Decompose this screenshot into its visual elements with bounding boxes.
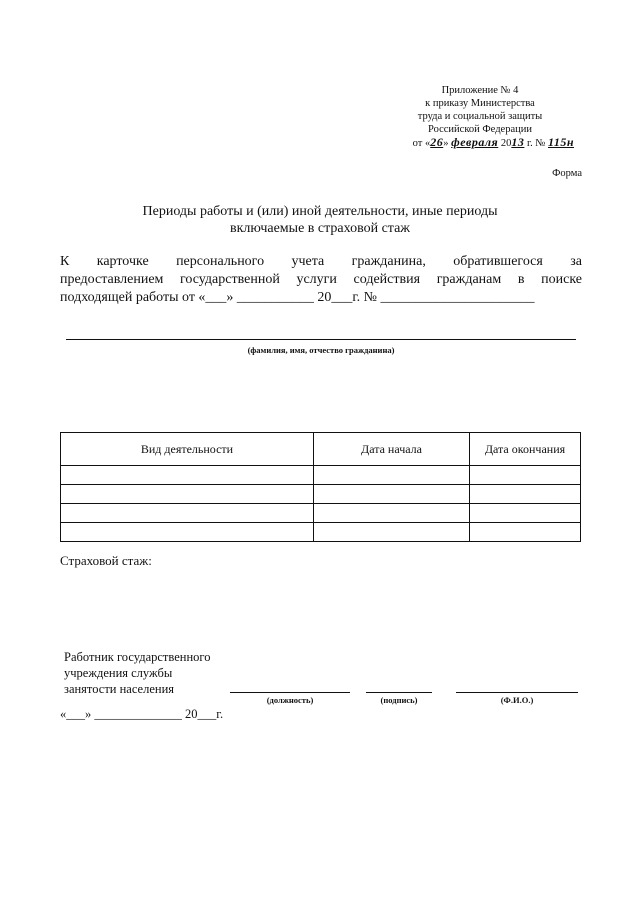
appendix-date-line: [380, 136, 580, 150]
header-end-date: Дата окончания: [470, 433, 581, 466]
year-prefix: 20: [500, 138, 512, 149]
date-month: февраля: [451, 135, 499, 149]
date-day: 26: [430, 135, 444, 149]
intro-line-2: предоставлением государственной услуги содействия гражданам в поиске: [60, 272, 582, 287]
insurance-period-label: Страховой стаж:: [60, 553, 152, 568]
form-label: Форма: [552, 168, 582, 179]
appendix-line-2: к приказу Министерства: [425, 98, 535, 109]
position-caption: (должность): [266, 695, 314, 705]
title-line-1: Периоды работы и (или) иной деятельности, иные периоды: [142, 204, 498, 219]
table-cell[interactable]: [470, 466, 581, 485]
fio-underline: [66, 339, 576, 340]
table-row: [61, 485, 581, 504]
worker-line-3: занятости населения: [64, 682, 175, 696]
table-cell[interactable]: [61, 466, 314, 485]
table-cell[interactable]: [470, 485, 581, 504]
name-line[interactable]: [456, 692, 578, 693]
signature-line[interactable]: [366, 692, 432, 693]
table-cell[interactable]: [314, 485, 470, 504]
bottom-date: «___» ______________ 20___г.: [60, 707, 224, 721]
table-cell[interactable]: [61, 485, 314, 504]
date-mid: »: [443, 138, 449, 149]
intro-paragraph: [60, 253, 582, 307]
table-cell[interactable]: [314, 466, 470, 485]
header-start-date: Дата начала: [314, 433, 470, 466]
number-prefix: г. №: [526, 138, 546, 149]
date-prefix: от «: [412, 138, 431, 149]
document-title: [60, 203, 580, 237]
appendix-line-1: Приложение № 4: [441, 85, 519, 96]
table-row: [61, 466, 581, 485]
table-cell[interactable]: [314, 504, 470, 523]
table-row: [61, 523, 581, 542]
periods-table: [60, 432, 581, 542]
worker-line-1: Работник государственного: [64, 650, 211, 664]
order-number: 115н: [548, 135, 574, 149]
fio-caption: (фамилия, имя, отчество гражданина): [247, 345, 395, 355]
title-line-2: включаемые в страховой стаж: [230, 221, 410, 236]
table-cell[interactable]: [314, 523, 470, 542]
name-caption: (Ф.И.О.): [500, 695, 534, 705]
table-header-row: [61, 433, 581, 466]
year-suffix: 13: [511, 135, 525, 149]
intro-line-1: К карточке персонального учета гражданина, обратившегося за: [60, 254, 582, 269]
worker-line-2: учреждения службы: [64, 666, 173, 680]
intro-line-3: подходящей работы от «___» ___________ 20___г. № ______________________: [60, 290, 535, 305]
appendix-header: [380, 84, 580, 150]
appendix-line-4: Российской Федерации: [428, 124, 532, 135]
signature-caption: (подпись): [380, 695, 418, 705]
header-activity: Вид деятельности: [61, 433, 314, 466]
table-cell[interactable]: [61, 523, 314, 542]
appendix-line-3: труда и социальной защиты: [417, 111, 543, 122]
worker-block: [64, 649, 210, 697]
table-cell[interactable]: [61, 504, 314, 523]
table-cell[interactable]: [470, 504, 581, 523]
position-line[interactable]: [230, 692, 350, 693]
table-row: [61, 504, 581, 523]
table-cell[interactable]: [470, 523, 581, 542]
